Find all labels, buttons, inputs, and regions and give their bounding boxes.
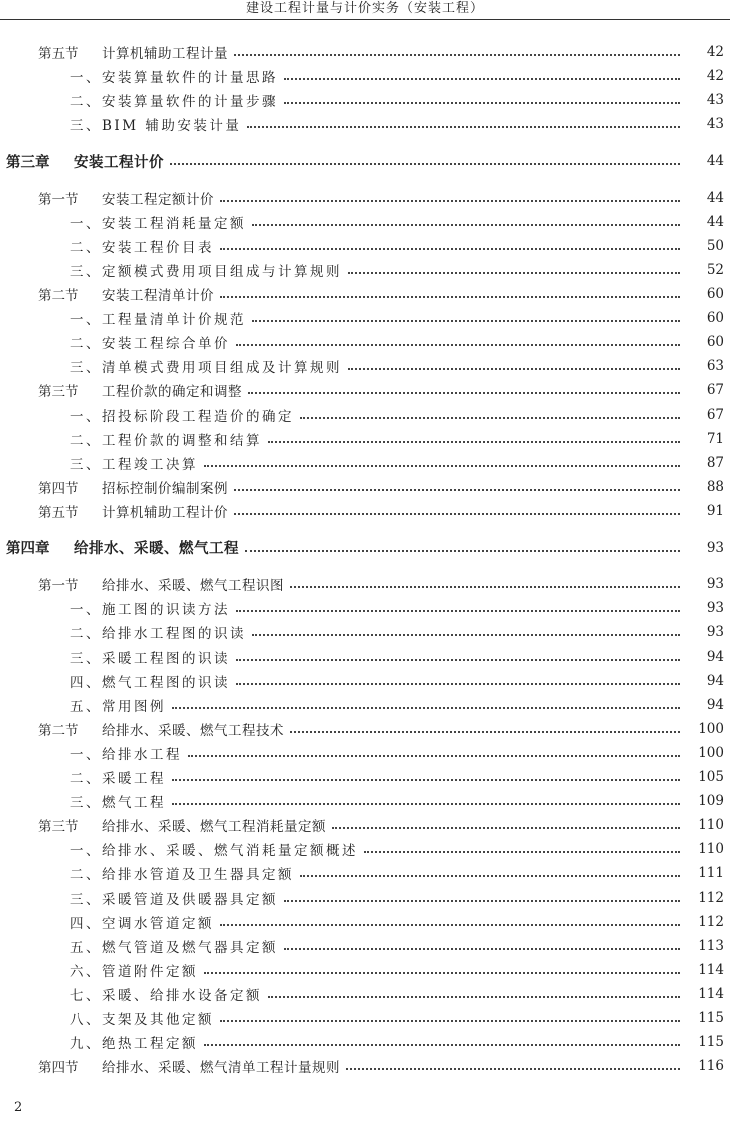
toc-chapter-entry[interactable]: [0, 536, 730, 560]
toc-subsection-entry[interactable]: [0, 306, 730, 330]
toc-entry-page: 110: [698, 817, 724, 834]
toc-entry-title: 三、采暖工程图的识读: [70, 650, 230, 667]
toc-entry-title: 五、常用图例: [70, 698, 166, 715]
toc-entry-page: 60: [706, 334, 724, 351]
toc-subsection-entry[interactable]: [0, 934, 730, 958]
toc-entry-title: 招标控制价编制案例: [102, 480, 228, 497]
toc-entry-title: 一、给排水工程: [70, 746, 182, 763]
toc-subsection-entry[interactable]: [0, 330, 730, 354]
toc-subsection-entry[interactable]: [0, 910, 730, 934]
toc-entry-title: 给排水、采暖、燃气工程识图: [102, 578, 284, 595]
toc-subsection-entry[interactable]: [0, 982, 730, 1006]
toc-entry-page: 50: [706, 237, 724, 254]
dot-leader: [236, 683, 680, 685]
dot-leader: [300, 875, 680, 877]
toc-chapter-entry[interactable]: [0, 149, 730, 173]
toc-entry-title: 给排水、采暖、燃气工程消耗量定额: [102, 819, 326, 836]
toc-entry-page: 67: [706, 382, 724, 399]
dot-leader: [248, 392, 680, 394]
toc-entry-page: 88: [706, 478, 724, 495]
toc-subsection-entry[interactable]: [0, 669, 730, 693]
dot-leader: [172, 803, 680, 805]
toc-subsection-entry[interactable]: [0, 354, 730, 378]
toc-entry-number: 第四节: [38, 1060, 79, 1077]
toc-entry-page: 42: [706, 44, 724, 61]
toc-entry-page: 44: [706, 153, 724, 170]
toc-entry-title: 七、采暖、给排水设备定额: [70, 987, 262, 1004]
toc-entry-title: 给排水、采暖、燃气清单工程计量规则: [102, 1060, 340, 1077]
toc-entry-number: 第三节: [38, 384, 79, 401]
toc-section-entry[interactable]: [0, 186, 730, 210]
toc-entry-title: 安装工程清单计价: [102, 288, 214, 305]
dot-leader: [332, 827, 680, 829]
toc-entry-page: 93: [706, 539, 724, 556]
toc-entry-page: 109: [698, 793, 724, 810]
toc-subsection-entry[interactable]: [0, 234, 730, 258]
dot-leader: [284, 948, 680, 950]
toc-subsection-entry[interactable]: [0, 861, 730, 885]
toc-subsection-entry[interactable]: [0, 88, 730, 112]
toc-entry-page: 93: [706, 600, 724, 617]
toc-entry-page: 114: [698, 985, 724, 1002]
dot-leader: [245, 550, 680, 552]
toc-entry-title: 二、给排水管道及卫生器具定额: [70, 867, 294, 884]
header-rule: [0, 19, 730, 20]
dot-leader: [284, 102, 680, 104]
dot-leader: [236, 344, 680, 346]
dot-leader: [348, 368, 680, 370]
toc-entry-page: 94: [706, 672, 724, 689]
toc-entry-page: 63: [706, 358, 724, 375]
dot-leader: [348, 272, 680, 274]
toc-subsection-entry[interactable]: [0, 693, 730, 717]
toc-entry-title: 四、燃气工程图的识读: [70, 674, 230, 691]
dot-leader: [236, 659, 680, 661]
toc-section-entry[interactable]: [0, 813, 730, 837]
toc-entry-title: 给排水、采暖、燃气工程技术: [102, 722, 284, 739]
toc-entry-page: 93: [706, 624, 724, 641]
toc-subsection-entry[interactable]: [0, 620, 730, 644]
toc-section-entry[interactable]: [0, 40, 730, 64]
toc-section-entry[interactable]: [0, 572, 730, 596]
toc-subsection-entry[interactable]: [0, 837, 730, 861]
toc-section-entry[interactable]: [0, 378, 730, 402]
toc-entry-page: 113: [698, 937, 724, 954]
dot-leader: [346, 1068, 680, 1070]
toc-subsection-entry[interactable]: [0, 1030, 730, 1054]
toc-entry-page: 93: [706, 576, 724, 593]
toc-subsection-entry[interactable]: [0, 596, 730, 620]
toc-entry-page: 60: [706, 286, 724, 303]
toc-entry-page: 60: [706, 310, 724, 327]
page-number: 2: [14, 1100, 23, 1115]
toc-subsection-entry[interactable]: [0, 958, 730, 982]
toc-entry-page: 43: [706, 92, 724, 109]
toc-entry-page: 87: [706, 454, 724, 471]
dot-leader: [220, 248, 680, 250]
toc-entry-number: 第五节: [38, 46, 79, 63]
toc-entry-title: 给排水、采暖、燃气工程: [74, 540, 239, 558]
toc-entry-title: 三、采暖管道及供暖器具定额: [70, 891, 278, 908]
toc-entry-page: 112: [698, 889, 724, 906]
toc-section-entry[interactable]: [0, 717, 730, 741]
toc-entry-title: 三、定额模式费用项目组成与计算规则: [70, 263, 342, 280]
toc-entry-title: 计算机辅助工程计价: [102, 504, 228, 521]
toc-entry-title: 一、工程量清单计价规范: [70, 312, 246, 329]
dot-leader: [234, 54, 680, 56]
toc-entry-page: 91: [706, 502, 724, 519]
toc-entry-page: 110: [698, 841, 724, 858]
toc-subsection-entry[interactable]: [0, 403, 730, 427]
toc-section-entry[interactable]: [0, 499, 730, 523]
dot-leader: [364, 851, 680, 853]
toc-entry-page: 44: [706, 213, 724, 230]
dot-leader: [290, 586, 680, 588]
toc-entry-number: 第三节: [38, 819, 79, 836]
toc-entry-number: 第四节: [38, 480, 79, 497]
toc-entry-title: 三、燃气工程: [70, 795, 166, 812]
toc-entry-page: 112: [698, 913, 724, 930]
toc-entry-number: 第五节: [38, 504, 79, 521]
toc-subsection-entry[interactable]: [0, 789, 730, 813]
toc-entry-title: 三、工程竣工决算: [70, 456, 198, 473]
dot-leader: [284, 78, 680, 80]
toc-entry-title: 八、支架及其他定额: [70, 1011, 214, 1028]
toc-entry-page: 116: [698, 1058, 724, 1075]
toc-entry-title: 二、工程价款的调整和结算: [70, 432, 262, 449]
toc-entry-title: 九、绝热工程定额: [70, 1036, 198, 1053]
toc-entry-page: 115: [698, 1009, 724, 1026]
toc-subsection-entry[interactable]: [0, 64, 730, 88]
dot-leader: [172, 707, 680, 709]
dot-leader: [234, 513, 680, 515]
toc-subsection-entry[interactable]: [0, 765, 730, 789]
toc-entry-page: 67: [706, 406, 724, 423]
toc-entry-page: 100: [698, 720, 724, 737]
toc-subsection-entry[interactable]: [0, 210, 730, 234]
toc-entry-page: 94: [706, 696, 724, 713]
toc-subsection-entry[interactable]: [0, 645, 730, 669]
toc-entry-number: 第三章: [6, 153, 50, 171]
dot-leader: [170, 163, 680, 165]
toc-entry-title: 二、安装算量软件的计量步骤: [70, 94, 278, 111]
dot-leader: [247, 126, 680, 128]
toc-entry-title: 工程价款的确定和调整: [102, 384, 242, 401]
toc-entry-page: 94: [706, 648, 724, 665]
dot-leader: [252, 224, 680, 226]
dot-leader: [284, 900, 680, 902]
dot-leader: [236, 610, 680, 612]
dot-leader: [204, 972, 680, 974]
toc-entry-title: 二、安装工程价目表: [70, 239, 214, 256]
dot-leader: [268, 996, 680, 998]
toc-entry-page: 115: [698, 1034, 724, 1051]
table-of-contents: [0, 40, 730, 1078]
toc-entry-title: 三、清单模式费用项目组成及计算规则: [70, 360, 342, 377]
dot-leader: [188, 755, 680, 757]
toc-entry-number: 第二节: [38, 288, 79, 305]
toc-entry-page: 43: [706, 116, 724, 133]
toc-section-entry[interactable]: [0, 1054, 730, 1078]
toc-entry-title: 安装工程计价: [74, 153, 164, 171]
toc-section-entry[interactable]: [0, 475, 730, 499]
toc-entry-title: 一、施工图的识读方法: [70, 602, 230, 619]
dot-leader: [300, 417, 680, 419]
toc-entry-title: 计算机辅助工程计量: [102, 46, 228, 63]
toc-entry-title: 二、给排水工程图的识读: [70, 626, 246, 643]
toc-entry-title: 安装工程定额计价: [102, 191, 214, 208]
toc-subsection-entry[interactable]: [0, 885, 730, 909]
toc-entry-number: 第四章: [6, 540, 50, 558]
toc-entry-title: 二、安装工程综合单价: [70, 336, 230, 353]
toc-entry-page: 42: [706, 68, 724, 85]
toc-entry-number: 第二节: [38, 722, 79, 739]
toc-subsection-entry[interactable]: [0, 451, 730, 475]
toc-entry-title: 一、安装工程消耗量定额: [70, 215, 246, 232]
dot-leader: [220, 296, 680, 298]
toc-entry-title: 一、招投标阶段工程造价的确定: [70, 408, 294, 425]
dot-leader: [172, 779, 680, 781]
toc-entry-page: 105: [698, 769, 724, 786]
toc-entry-number: 第一节: [38, 578, 79, 595]
toc-subsection-entry[interactable]: [0, 1006, 730, 1030]
dot-leader: [220, 200, 680, 202]
toc-entry-title: 六、管道附件定额: [70, 963, 198, 980]
toc-section-entry[interactable]: [0, 282, 730, 306]
toc-entry-page: 100: [698, 744, 724, 761]
toc-subsection-entry[interactable]: [0, 112, 730, 136]
toc-entry-title: 五、燃气管道及燃气器具定额: [70, 939, 278, 956]
dot-leader: [204, 465, 680, 467]
toc-subsection-entry[interactable]: [0, 741, 730, 765]
dot-leader: [252, 320, 680, 322]
dot-leader: [234, 489, 680, 491]
toc-entry-title: 一、给排水、采暖、燃气消耗量定额概述: [70, 843, 358, 860]
toc-entry-title: 二、采暖工程: [70, 771, 166, 788]
dot-leader: [252, 634, 680, 636]
dot-leader: [220, 1020, 680, 1022]
dot-leader: [204, 1044, 680, 1046]
toc-entry-title: 三、BIM 辅助安装计量: [70, 118, 242, 135]
toc-entry-page: 71: [706, 430, 724, 447]
toc-subsection-entry[interactable]: [0, 258, 730, 282]
toc-entry-page: 111: [698, 865, 724, 882]
dot-leader: [290, 731, 680, 733]
dot-leader: [268, 441, 680, 443]
running-header-title: 建设工程计量与计价实务（安装工程）: [245, 1, 484, 16]
dot-leader: [220, 924, 680, 926]
toc-subsection-entry[interactable]: [0, 427, 730, 451]
toc-entry-title: 四、空调水管道定额: [70, 915, 214, 932]
toc-entry-title: 一、安装算量软件的计量思路: [70, 70, 278, 87]
toc-entry-number: 第一节: [38, 191, 79, 208]
toc-entry-page: 52: [706, 261, 724, 278]
toc-entry-page: 114: [698, 961, 724, 978]
toc-entry-page: 44: [706, 189, 724, 206]
